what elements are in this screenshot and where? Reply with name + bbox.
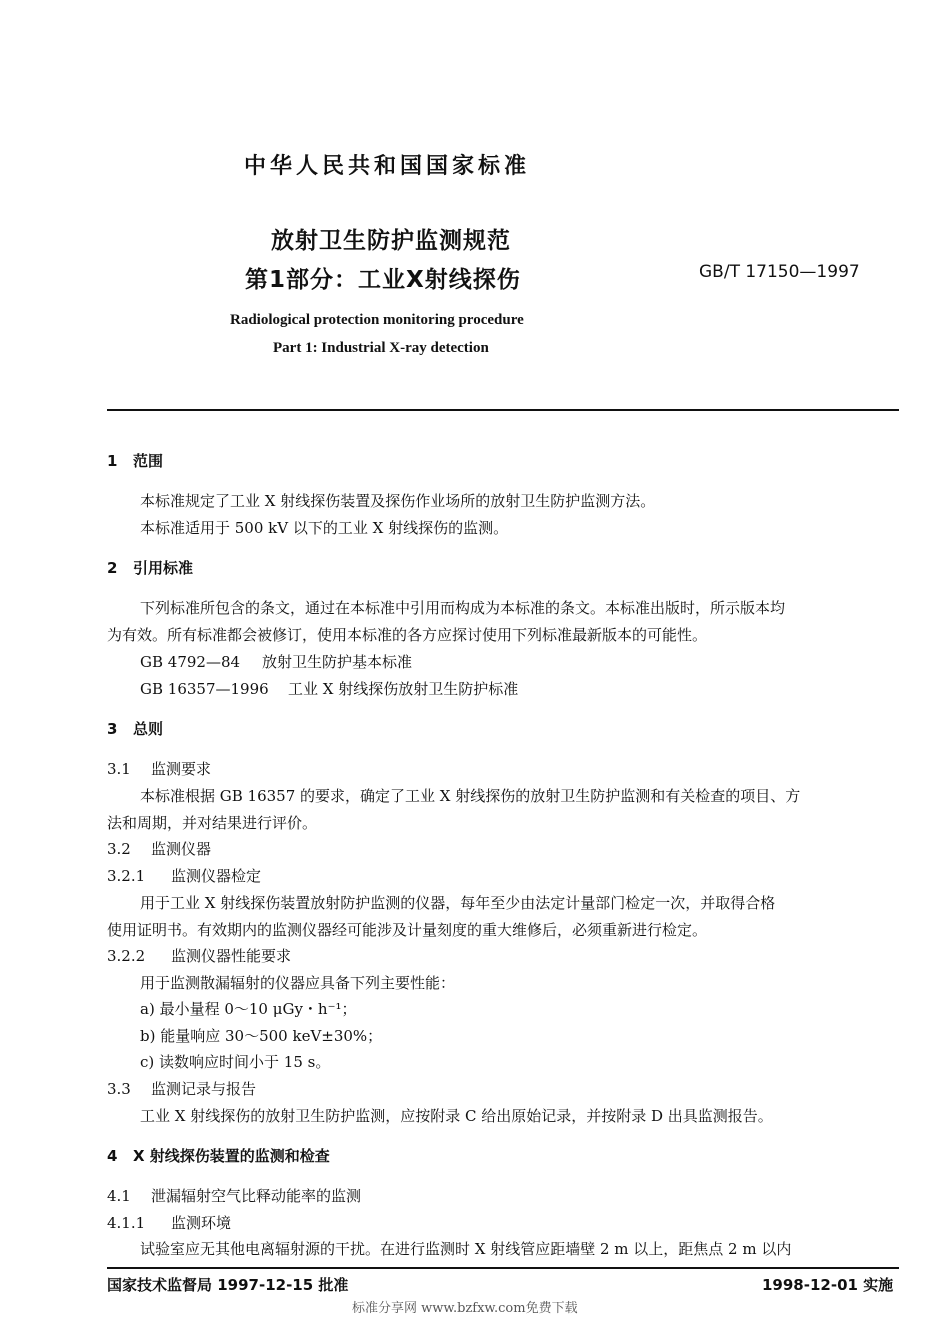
subsection-title: 监测记录与报告	[151, 1080, 257, 1098]
subsection-number: 3.2.1	[107, 867, 146, 885]
paragraph: 使用证明书。有效期内的监测仪器经可能涉及计量刻度的重大维修后，必须重新进行检定。	[107, 921, 708, 939]
paragraph: 工业 X 射线探伤的放射卫生防护监测，应按附录 C 给出原始记录，并按附录 D 出具监测报告。	[140, 1107, 773, 1125]
section-2-heading	[107, 557, 193, 578]
paragraph: 用于工业 X 射线探伤装置放射防护监测的仪器，每年至少由法定计量部门检定一次，并取得合格	[140, 894, 776, 912]
subsection-title: 监测仪器检定	[171, 867, 262, 885]
implementation-date: 1998-12-01 实施	[762, 1276, 894, 1294]
subsection-3-2-heading	[107, 838, 211, 859]
subsection-number: 3.2	[107, 840, 131, 858]
footer-divider	[107, 1267, 899, 1269]
section-title: 范围	[133, 452, 164, 470]
subsection-4-1-heading	[107, 1185, 361, 1206]
paragraph: 本标准适用于 500 kV 以下的工业 X 射线探伤的监测。	[140, 519, 509, 537]
section-3-heading	[107, 718, 163, 739]
paragraph: 为有效。所有标准都会被修订，使用本标准的各方应探讨使用下列标准最新版本的可能性。	[107, 626, 708, 644]
reference-item	[140, 651, 412, 672]
section-title: X 射线探伤装置的监测和检查	[133, 1147, 330, 1165]
subsection-number: 3.3	[107, 1080, 131, 1098]
subsection-title: 监测要求	[151, 760, 212, 778]
english-title-line1: Radiological protection monitoring procedure	[230, 312, 524, 328]
subsection-number: 4.1.1	[107, 1214, 146, 1232]
paragraph: 本标准规定了工业 X 射线探伤装置及探伤作业场所的放射卫生防护监测方法。	[140, 492, 656, 510]
subsection-number: 4.1	[107, 1187, 131, 1205]
standard-number: GB/T 17150—1997	[699, 262, 860, 282]
subsection-title: 监测仪器性能要求	[171, 947, 292, 965]
watermark-text: 标准分享网 www.bzfxw.com免费下载	[352, 1301, 578, 1316]
subsection-title: 监测仪器	[151, 840, 212, 858]
subsection-number: 3.1	[107, 760, 131, 778]
subsection-number: 3.2.2	[107, 947, 146, 965]
reference-code: GB 4792—84	[140, 653, 241, 671]
document-title-line1: 放射卫生防护监测规范	[271, 228, 511, 254]
paragraph: 用于监测散漏辐射的仪器应具备下列主要性能：	[140, 974, 456, 992]
subsection-3-2-1-heading	[107, 865, 261, 886]
list-item: a) 最小量程 0～10 μGy・h⁻¹；	[140, 1000, 357, 1018]
reference-code: GB 16357—1996	[140, 680, 269, 698]
subsection-3-3-heading	[107, 1078, 256, 1099]
list-item: c) 读数响应时间小于 15 s。	[140, 1053, 331, 1071]
header-divider	[107, 409, 899, 411]
list-item: b) 能量响应 30～500 keV±30%；	[140, 1027, 383, 1045]
english-title-line2: Part 1: Industrial X-ray detection	[273, 340, 489, 356]
section-number: 1	[107, 452, 118, 470]
reference-item	[140, 678, 518, 699]
paragraph: 本标准根据 GB 16357 的要求，确定了工业 X 射线探伤的放射卫生防护监测和有关检查的项目、方	[140, 787, 801, 805]
reference-title: 工业 X 射线探伤放射卫生防护标准	[288, 680, 519, 698]
approval-line: 国家技术监督局 1997-12-15 批准	[107, 1276, 349, 1294]
section-title: 总则	[133, 720, 164, 738]
paragraph: 试验室应无其他电离辐射源的干扰。在进行监测时 X 射线管应距墙壁 2 m 以上，距焦点 2 m 以内	[140, 1240, 792, 1258]
section-4-heading	[107, 1145, 330, 1166]
paragraph: 下列标准所包含的条文，通过在本标准中引用而构成为本标准的条文。本标准出版时，所示版本均	[140, 599, 786, 617]
section-title: 引用标准	[133, 559, 194, 577]
subsection-title: 监测环境	[171, 1214, 232, 1232]
country-standard-heading: 中华人民共和国国家标准	[244, 154, 531, 179]
reference-title: 放射卫生防护基本标准	[262, 653, 413, 671]
subsection-3-2-2-heading	[107, 945, 291, 966]
section-1-heading	[107, 450, 163, 471]
subsection-3-1-heading	[107, 758, 211, 779]
subsection-title: 泄漏辐射空气比释动能率的监测	[151, 1187, 362, 1205]
section-number: 2	[107, 559, 118, 577]
section-number: 3	[107, 720, 118, 738]
paragraph: 法和周期，并对结果进行评价。	[107, 814, 318, 832]
subsection-4-1-1-heading	[107, 1212, 231, 1233]
section-number: 4	[107, 1147, 118, 1165]
document-title-line2: 第1部分：工业X射线探伤	[245, 267, 521, 293]
